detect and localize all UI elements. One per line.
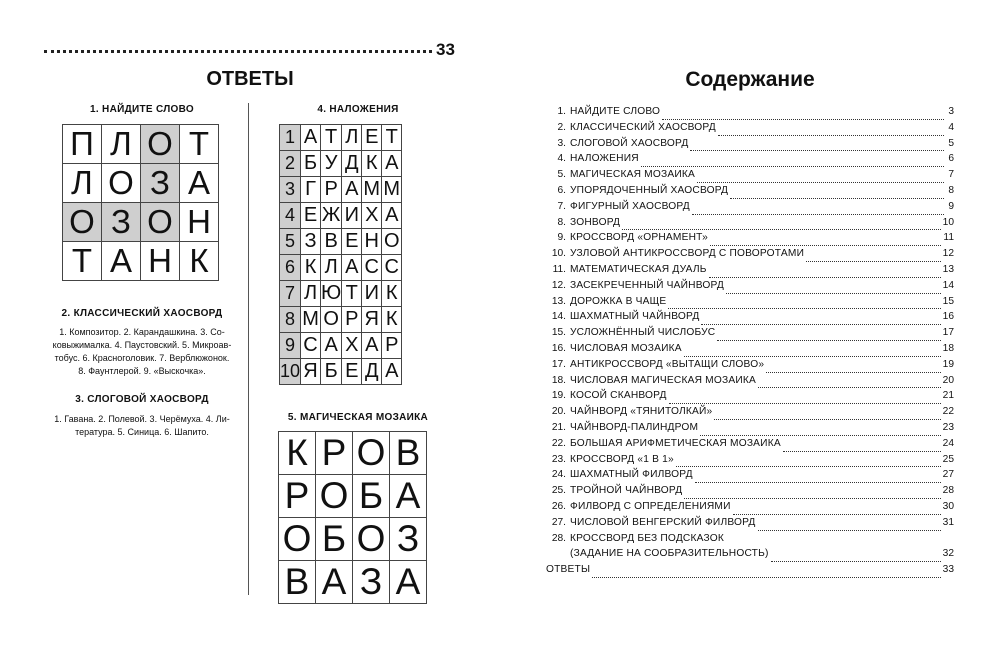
toc-number: 3.: [557, 137, 566, 149]
grid-cell: З: [390, 518, 427, 561]
grid-cell: А: [382, 359, 402, 385]
grid-cell: Л: [301, 281, 321, 307]
toc-number: 26.: [551, 500, 566, 512]
toc-entry[interactable]: [546, 232, 954, 248]
grid-cell: Х: [362, 203, 382, 229]
section5-heading: 5. МАГИЧЕСКАЯ МОЗАИКА: [287, 412, 429, 423]
section3-heading: 3. СЛОГОВОЙ ХАОСВОРД: [75, 394, 209, 405]
grid-cell: П: [63, 125, 102, 164]
toc-number: 20.: [551, 406, 566, 418]
toc-leader: [668, 308, 940, 309]
toc-label: ЧИСЛОВАЯ МОЗАИКА: [570, 342, 682, 354]
section1-heading: 1. НАЙДИТЕ СЛОВО: [90, 104, 194, 115]
toc-page: 5: [948, 137, 954, 149]
toc-page: 24: [942, 437, 954, 449]
toc-label: ШАХМАТНЫЙ ФИЛВОРД: [570, 469, 693, 481]
grid-cell: М: [301, 307, 321, 333]
find-word-grid: [62, 124, 219, 281]
toc-label: ЗОНВОРД: [570, 216, 621, 228]
toc-page: 20: [942, 374, 954, 386]
toc-leader: [771, 561, 941, 562]
row-number: 1: [280, 125, 301, 151]
toc-number: 15.: [551, 327, 566, 339]
toc-entry[interactable]: [546, 153, 954, 169]
toc-entry[interactable]: [546, 280, 954, 296]
toc-label: ЧАЙНВОРД «ТЯНИТОЛКАЙ»: [570, 406, 713, 418]
grid-row: [279, 432, 427, 475]
toc-number: 23.: [551, 453, 566, 465]
row-number: 10: [280, 359, 301, 385]
dotted-rule: [44, 50, 432, 53]
toc-leader: [783, 451, 941, 452]
toc-number: 18.: [551, 374, 566, 386]
section3-text: [38, 413, 246, 439]
toc-label: ФИГУРНЫЙ ХАОСВОРД: [570, 200, 690, 212]
toc-label: ЧИСЛОВАЯ МАГИЧЕСКАЯ МОЗАИКА: [570, 374, 756, 386]
grid-cell: О: [141, 125, 180, 164]
toc-page: 19: [942, 358, 954, 370]
toc-entry[interactable]: [546, 122, 954, 138]
toc-page: 14: [942, 279, 954, 291]
grid-cell: У: [321, 151, 342, 177]
toc-label: КОСОЙ СКАНВОРД: [570, 390, 667, 402]
grid-cell: Т: [180, 125, 219, 164]
grid-cell: С: [301, 333, 321, 359]
grid-cell: В: [321, 229, 342, 255]
toc-label: ЧАЙНВОРД-ПАЛИНДРОМ: [570, 421, 699, 433]
grid-cell: Я: [301, 359, 321, 385]
grid-cell: А: [390, 561, 427, 604]
toc-entry[interactable]: [546, 422, 954, 438]
toc-label: УЗЛОВОЙ АНТИКРОССВОРД С ПОВОРОТАМИ: [570, 248, 805, 260]
toc-leader: [701, 324, 940, 325]
contents-title: Содержание: [685, 68, 815, 91]
grid-row: [280, 229, 402, 255]
grid-cell: Л: [321, 255, 342, 281]
toc-entry[interactable]: [546, 501, 954, 517]
toc-number: 13.: [551, 295, 566, 307]
toc-label: МАГИЧЕСКАЯ МОЗАИКА: [570, 169, 695, 181]
grid-cell: Л: [63, 164, 102, 203]
toc-entry[interactable]: [546, 138, 954, 154]
toc-page: 17: [942, 327, 954, 339]
grid-cell: Б: [316, 518, 353, 561]
toc-entry[interactable]: [546, 438, 954, 454]
toc-page: 32: [942, 548, 954, 560]
grid-cell: З: [102, 203, 141, 242]
grid-row: [280, 307, 402, 333]
grid-cell: Т: [382, 125, 402, 151]
grid-cell: Н: [141, 242, 180, 281]
toc-entry[interactable]: [546, 406, 954, 422]
toc-page: 21: [942, 390, 954, 402]
grid-row: [280, 203, 402, 229]
toc-leader: [690, 150, 944, 151]
toc-leader: [718, 135, 944, 136]
grid-cell: Л: [342, 125, 362, 151]
grid-cell: А: [301, 125, 321, 151]
grid-cell: З: [141, 164, 180, 203]
grid-cell: Т: [342, 281, 362, 307]
grid-cell: К: [301, 255, 321, 281]
toc-number: 14.: [551, 311, 566, 323]
toc-page: 33: [942, 564, 954, 576]
row-number: 3: [280, 177, 301, 203]
toc-leader: [730, 198, 944, 199]
toc-number: 25.: [551, 485, 566, 497]
grid-cell: З: [353, 561, 390, 604]
toc-entry[interactable]: [546, 375, 954, 391]
toc-leader: [697, 182, 944, 183]
grid-cell: Р: [321, 177, 342, 203]
grid-row: [280, 255, 402, 281]
toc-entry[interactable]: [546, 201, 954, 217]
toc-leader: [669, 403, 941, 404]
toc-page: 25: [942, 453, 954, 465]
toc-number: 9.: [557, 232, 566, 244]
toc-label: НАЙДИТЕ СЛОВО: [570, 106, 661, 117]
toc-page: 28: [942, 485, 954, 497]
toc-page: 15: [942, 295, 954, 307]
toc-label: СЛОГОВОЙ ХАОСВОРД: [570, 137, 689, 149]
toc-leader: [806, 261, 941, 262]
column-divider: [248, 103, 249, 595]
answers-title: ОТВЕТЫ: [206, 68, 294, 90]
text-line: 1. Гавана. 2. Полевой. 3. Черёмуха. 4. Ли-: [54, 414, 230, 424]
toc-label: МАТЕМАТИЧЕСКАЯ ДУАЛЬ: [570, 263, 707, 275]
magic-mosaic-grid: [278, 431, 427, 604]
grid-cell: Т: [63, 242, 102, 281]
grid-row: [280, 281, 402, 307]
toc-number: 4.: [557, 153, 566, 165]
toc-leader: [717, 340, 940, 341]
grid-cell: Е: [362, 125, 382, 151]
grid-row: [280, 177, 402, 203]
toc-number: 19.: [551, 390, 566, 402]
grid-cell: К: [382, 281, 402, 307]
grid-cell: Ж: [321, 203, 342, 229]
toc-page: 13: [942, 263, 954, 275]
toc-leader: [684, 356, 941, 357]
toc-entry[interactable]: [546, 485, 954, 501]
text-line: тобус. 6. Красноголовик. 7. Верблюжонок.: [54, 353, 230, 363]
row-number: 2: [280, 151, 301, 177]
toc-entry[interactable]: [546, 296, 954, 312]
grid-cell: О: [102, 164, 141, 203]
toc-entry[interactable]: [546, 311, 954, 327]
toc-entry[interactable]: [546, 106, 954, 122]
grid-row: [280, 125, 402, 151]
toc-number: 24.: [551, 469, 566, 481]
grid-cell: А: [321, 333, 342, 359]
row-number: 8: [280, 307, 301, 333]
row-number: 4: [280, 203, 301, 229]
toc-page: 3: [948, 106, 954, 117]
grid-cell: Р: [382, 333, 402, 359]
toc-entry[interactable]: [546, 469, 954, 485]
toc-label: КРОССВОРД «ОРНАМЕНТ»: [570, 232, 708, 244]
grid-cell: Н: [362, 229, 382, 255]
row-number: 6: [280, 255, 301, 281]
grid-cell: И: [362, 281, 382, 307]
grid-cell: О: [279, 518, 316, 561]
grid-cell: Я: [362, 307, 382, 333]
toc-page: 8: [948, 184, 954, 196]
grid-cell: Б: [353, 475, 390, 518]
toc-page: 11: [943, 232, 954, 244]
toc-label: БОЛЬШАЯ АРИФМЕТИЧЕСКАЯ МОЗАИКА: [570, 437, 781, 449]
grid-cell: А: [342, 177, 362, 203]
grid-cell: А: [342, 255, 362, 281]
toc-number: 1.: [557, 106, 566, 117]
toc-label: ОТВЕТЫ: [546, 564, 591, 576]
toc-leader: [758, 387, 941, 388]
toc-entry[interactable]: [546, 264, 954, 280]
grid-cell: М: [382, 177, 402, 203]
toc-label: ЧИСЛОВОЙ ВЕНГЕРСКИЙ ФИЛВОРД: [570, 516, 756, 528]
toc-label: ТРОЙНОЙ ЧАЙНВОРД: [570, 485, 683, 497]
toc-page: 23: [942, 421, 954, 433]
grid-cell: Б: [301, 151, 321, 177]
toc-number: 10.: [551, 248, 566, 260]
toc-label: ЗАСЕКРЕЧЕННЫЙ ЧАЙНВОРД: [570, 279, 724, 291]
toc-page: 12: [942, 248, 954, 260]
toc-label: КРОССВОРД БЕЗ ПОДСКАЗОК: [570, 532, 724, 544]
toc-page: 30: [942, 500, 954, 512]
grid-cell: О: [382, 229, 402, 255]
toc-entry[interactable]: [546, 533, 954, 549]
grid-cell: Р: [316, 432, 353, 475]
grid-cell: К: [279, 432, 316, 475]
grid-cell: К: [362, 151, 382, 177]
toc-number: 21.: [551, 421, 566, 433]
toc-page: 10: [942, 216, 954, 228]
toc-leader: [622, 229, 941, 230]
row-number: 7: [280, 281, 301, 307]
toc-label: ФИЛВОРД С ОПРЕДЕЛЕНИЯМИ: [570, 500, 731, 512]
row-number: 5: [280, 229, 301, 255]
grid-cell: К: [180, 242, 219, 281]
toc-leader: [662, 119, 944, 120]
toc-label: (ЗАДАНИЕ НА СООБРАЗИТЕЛЬНОСТЬ): [570, 548, 769, 560]
toc-label: ДОРОЖКА В ЧАЩЕ: [570, 295, 667, 307]
toc-label: КРОССВОРД «1 В 1»: [570, 453, 674, 465]
grid-row: [280, 333, 402, 359]
grid-cell: Ю: [321, 281, 342, 307]
grid-cell: З: [301, 229, 321, 255]
grid-cell: М: [362, 177, 382, 203]
toc-leader: [709, 277, 941, 278]
toc-number: 17.: [551, 358, 566, 370]
grid-cell: Е: [342, 359, 362, 385]
grid-cell: О: [316, 475, 353, 518]
grid-cell: О: [321, 307, 342, 333]
grid-cell: Т: [321, 125, 342, 151]
grid-cell: Е: [342, 229, 362, 255]
grid-cell: О: [353, 432, 390, 475]
toc-label: ШАХМАТНЫЙ ЧАЙНВОРД: [570, 311, 700, 323]
grid-cell: Р: [342, 307, 362, 333]
grid-cell: О: [141, 203, 180, 242]
toc-entry[interactable]: [546, 517, 954, 533]
grid-row: [279, 475, 427, 518]
toc-leader: [710, 245, 941, 246]
grid-cell: Н: [180, 203, 219, 242]
toc-leader: [700, 435, 940, 436]
toc-leader: [676, 466, 941, 467]
grid-cell: А: [390, 475, 427, 518]
grid-cell: И: [342, 203, 362, 229]
grid-cell: Д: [362, 359, 382, 385]
grid-cell: В: [279, 561, 316, 604]
grid-cell: А: [362, 333, 382, 359]
toc-leader: [692, 214, 944, 215]
text-line: ковыжималка. 4. Паустовский. 5. Микроав-: [52, 340, 232, 350]
toc-leader: [766, 372, 940, 373]
toc-leader: [592, 577, 940, 578]
section2-text: [38, 326, 246, 378]
grid-cell: Б: [321, 359, 342, 385]
toc-page: 7: [948, 169, 954, 181]
text-line: тература. 5. Синица. 6. Шапито.: [75, 427, 209, 437]
toc-page: 4: [948, 121, 954, 133]
section4-heading: 4. НАЛОЖЕНИЯ: [317, 104, 399, 115]
toc-number: 8.: [557, 216, 566, 228]
grid-cell: О: [353, 518, 390, 561]
grid-cell: К: [382, 307, 402, 333]
grid-row: [280, 359, 402, 385]
grid-row: [279, 518, 427, 561]
toc-leader: [758, 530, 941, 531]
grid-row: [279, 561, 427, 604]
toc-entry[interactable]: [546, 564, 954, 580]
toc-page: 16: [942, 311, 954, 323]
toc-number: 11.: [552, 263, 566, 275]
toc-leader: [733, 514, 941, 515]
toc-number: 16.: [551, 342, 566, 354]
grid-cell: А: [316, 561, 353, 604]
grid-row: [63, 164, 219, 203]
grid-row: [280, 151, 402, 177]
toc-page: 18: [942, 342, 954, 354]
toc-entry[interactable]: [546, 548, 954, 564]
toc-leader: [714, 419, 940, 420]
toc-entry[interactable]: [546, 185, 954, 201]
toc-page: 6: [948, 153, 954, 165]
grid-cell: С: [362, 255, 382, 281]
grid-cell: Е: [301, 203, 321, 229]
grid-cell: А: [382, 203, 402, 229]
toc-page: 27: [942, 469, 954, 481]
toc-page: 22: [942, 406, 954, 418]
grid-cell: Р: [279, 475, 316, 518]
toc-number: 27.: [551, 516, 566, 528]
row-number: 9: [280, 333, 301, 359]
toc-label: НАЛОЖЕНИЯ: [570, 153, 639, 165]
text-line: 1. Композитор. 2. Карандашкина. 3. Со-: [59, 327, 225, 337]
toc-number: 5.: [557, 169, 566, 181]
grid-cell: А: [382, 151, 402, 177]
toc-label: АНТИКРОССВОРД «ВЫТАЩИ СЛОВО»: [570, 358, 765, 370]
toc-number: 28.: [551, 532, 566, 544]
grid-row: [63, 242, 219, 281]
grid-cell: Л: [102, 125, 141, 164]
toc-number: 22.: [551, 437, 566, 449]
toc-page: 9: [948, 200, 954, 212]
toc-entry[interactable]: [546, 359, 954, 375]
text-line: 8. Фаунтлерой. 9. «Выскочка».: [78, 366, 206, 376]
toc-label: УПОРЯДОЧЕННЫЙ ХАОСВОРД: [570, 184, 729, 196]
toc-leader: [684, 498, 940, 499]
toc-number: 6.: [557, 184, 566, 196]
toc-leader: [726, 293, 941, 294]
toc-leader: [641, 166, 944, 167]
grid-cell: А: [102, 242, 141, 281]
grid-cell: С: [382, 255, 402, 281]
toc-entry[interactable]: [546, 169, 954, 185]
toc-number: 7.: [557, 200, 566, 212]
toc-number: 12.: [551, 279, 566, 291]
overlays-grid: [279, 124, 402, 385]
toc-leader: [695, 482, 941, 483]
toc-label: КЛАССИЧЕСКИЙ ХАОСВОРД: [570, 121, 716, 133]
toc-page: 31: [942, 516, 954, 528]
grid-cell: О: [63, 203, 102, 242]
toc-label: УСЛОЖНЁННЫЙ ЧИСЛОБУС: [570, 327, 716, 339]
toc-number: 2.: [557, 121, 566, 133]
grid-row: [63, 125, 219, 164]
grid-row: [63, 203, 219, 242]
toc-entry[interactable]: [546, 327, 954, 343]
grid-cell: Д: [342, 151, 362, 177]
grid-cell: В: [390, 432, 427, 475]
toc-entry[interactable]: [546, 217, 954, 233]
table-of-contents: [546, 106, 954, 580]
grid-cell: Х: [342, 333, 362, 359]
grid-cell: А: [180, 164, 219, 203]
toc-entry[interactable]: [546, 343, 954, 359]
page-number: 33: [436, 40, 455, 59]
toc-entry[interactable]: [546, 454, 954, 470]
section2-heading: 2. КЛАССИЧЕСКИЙ ХАОСВОРД: [61, 308, 223, 319]
toc-entry[interactable]: [546, 248, 954, 264]
toc-entry[interactable]: [546, 390, 954, 406]
grid-cell: Г: [301, 177, 321, 203]
